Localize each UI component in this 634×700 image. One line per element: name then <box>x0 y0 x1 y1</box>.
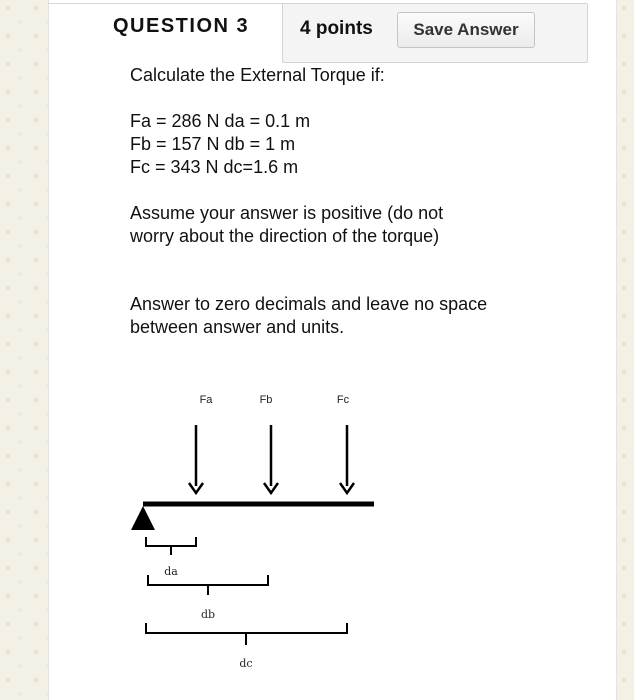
force-label-b: Fb <box>259 394 273 406</box>
assumption-text: Assume your answer is positive (do not worry about the direction of the torque) <box>130 203 444 246</box>
distance-label-a: da <box>164 565 178 578</box>
question-title: QUESTION 3 <box>113 15 250 37</box>
instructions-text: Answer to zero decimals and leave no space between answer and units. <box>130 294 488 337</box>
pivot-triangle <box>131 506 155 530</box>
force-line-c: Fc = 343 N dc=1.6 m <box>130 157 299 177</box>
question-body <box>130 64 490 339</box>
force-arrow-c <box>340 425 354 493</box>
force-line-a: Fa = 286 N da = 0.1 m <box>130 111 311 131</box>
distance-label-c: dc <box>239 657 253 670</box>
distance-bracket-c <box>146 623 347 645</box>
distance-bracket-b <box>148 575 268 595</box>
force-line-b: Fb = 157 N db = 1 m <box>130 134 296 154</box>
distance-label-b: db <box>200 608 216 621</box>
force-arrow-b <box>264 425 278 493</box>
distance-bracket-a <box>146 537 196 555</box>
save-answer-button[interactable]: Save Answer <box>397 12 535 48</box>
question-intro: Calculate the External Torque if: <box>130 65 385 85</box>
force-list <box>130 110 490 179</box>
force-label-c: Fc <box>336 394 350 406</box>
question-points: 4 points <box>300 18 373 39</box>
torque-diagram <box>128 388 388 680</box>
force-label-a: Fa <box>199 394 213 406</box>
force-arrow-a <box>189 425 203 493</box>
